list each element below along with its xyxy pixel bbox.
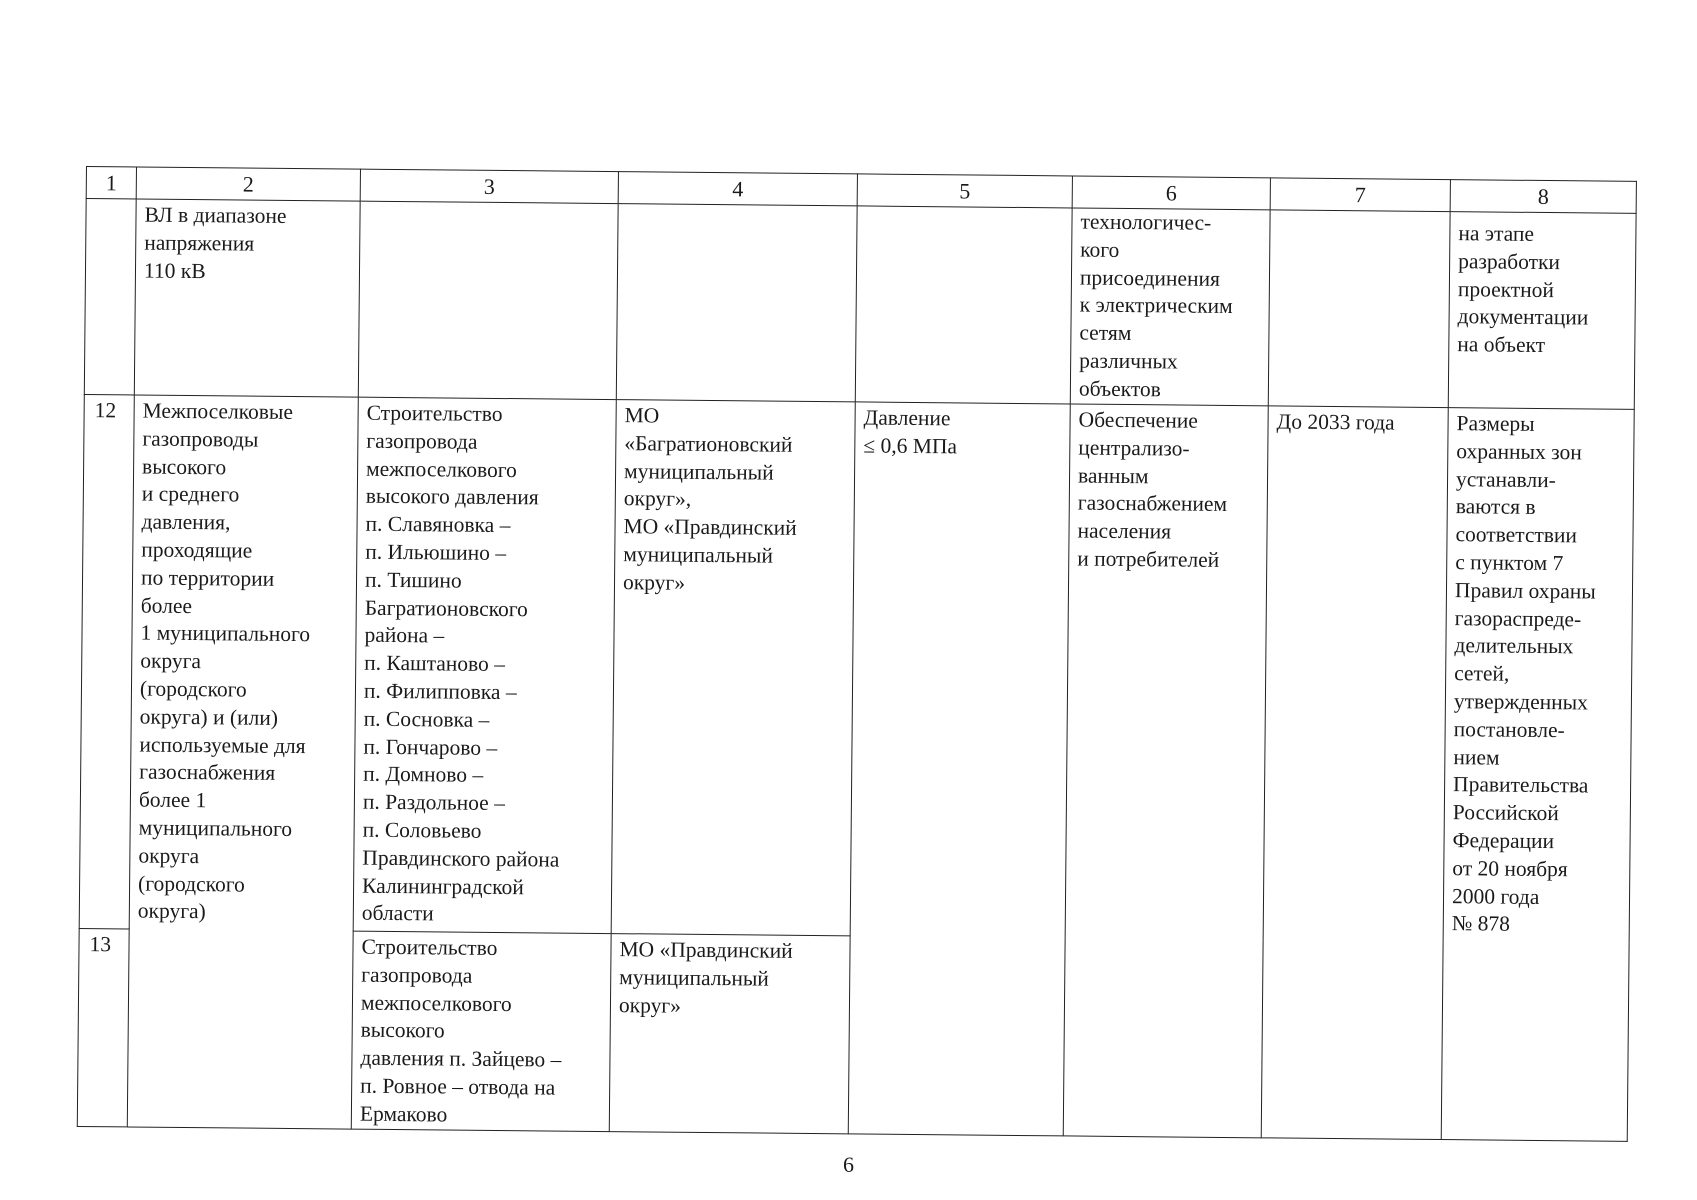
cont-location-cell bbox=[616, 204, 857, 402]
header-col-5: 5 bbox=[857, 174, 1072, 208]
row-number: 13 bbox=[77, 928, 129, 1126]
row-number: 12 bbox=[79, 394, 134, 928]
location-cell: МО «Багратионовский муниципальный округ», МО «Правдинский муниципальный округ» bbox=[611, 400, 855, 936]
cont-num-cell bbox=[84, 199, 136, 395]
continuation-row bbox=[84, 199, 1636, 410]
goal-cell: Обеспечение централизо- ванным газоснабжением населения и потребителей bbox=[1063, 404, 1268, 1137]
page-number: 6 bbox=[843, 1152, 854, 1177]
header-col-3: 3 bbox=[360, 169, 618, 203]
purpose-cell: Строительство газопровода межпоселкового высокого давления п. Славяновка – п. Ильюшино – п. Тишино Багратионовского района – п. Каштаново – п. Филипповка – п. Сосновка – п. Гончарово – п. Домново – п. Раздольное – п. Соловьево Правдинского района Калининградской области bbox=[353, 397, 616, 933]
period-cell: До 2033 года bbox=[1261, 406, 1448, 1139]
object-name-cell: Межпоселковые газопроводы высокого и среднего давления, проходящие по территории более 1 муниципального округа (городского округа) и (или) используемые для газоснабжения более 1 муниципального округа (городского округа) bbox=[127, 395, 358, 1129]
protection-zones-cell: Размеры охранных зон устанавли- ваются в соответствии с пунктом 7 Правил охраны газораспреде- делительных сетей, утвержденных постановле- нием Правительства Российской Федерации от 20 ноября 2000 года № 878 bbox=[1441, 408, 1634, 1141]
cont-characteristics-cell bbox=[855, 206, 1072, 404]
document-table-sheet bbox=[77, 166, 1636, 1141]
header-col-2: 2 bbox=[136, 167, 360, 201]
location-cell: МО «Правдинский муниципальный округ» bbox=[609, 934, 850, 1134]
cont-purpose-cell bbox=[358, 201, 618, 399]
cont-name-cell: ВЛ в диапазоне напряжения 110 кВ bbox=[134, 199, 360, 397]
objects-table bbox=[77, 166, 1637, 1141]
cont-zones-cell: на этапе разработки проектной документации на объект bbox=[1448, 212, 1636, 410]
header-col-1: 1 bbox=[86, 167, 136, 199]
purpose-cell: Строительство газопровода межпоселкового высокого давления п. Зайцево – п. Ровное – отвода на Ермаково bbox=[351, 931, 611, 1131]
characteristics-cell: Давление ≤ 0,6 МПа bbox=[848, 402, 1070, 1136]
cont-period-cell bbox=[1268, 210, 1450, 408]
header-col-4: 4 bbox=[618, 172, 857, 206]
header-col-8: 8 bbox=[1450, 180, 1636, 214]
header-col-7: 7 bbox=[1270, 178, 1450, 212]
cont-goal-cell: технологичес- кого присоединения к электрическим сетям различных объектов bbox=[1070, 208, 1270, 406]
table-row-12 bbox=[79, 394, 1634, 943]
header-col-6: 6 bbox=[1072, 176, 1270, 210]
